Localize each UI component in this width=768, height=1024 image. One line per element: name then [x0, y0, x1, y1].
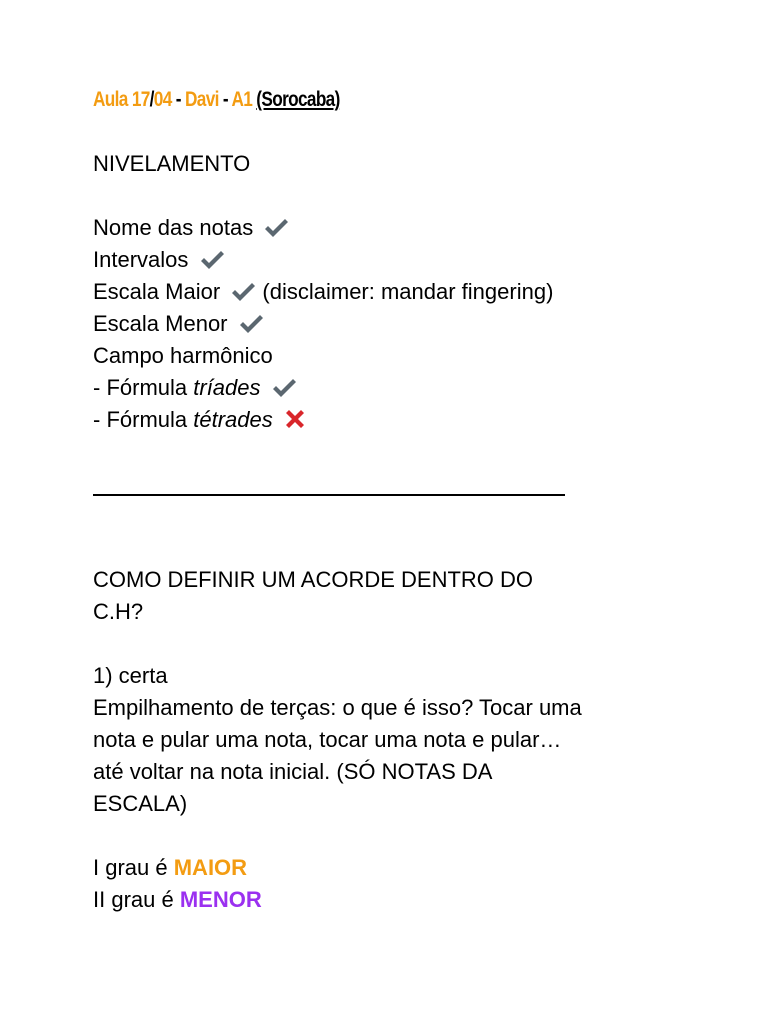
paragraph-line-3: até voltar na nota inicial. (SÓ NOTAS DA [93, 759, 493, 784]
checklist-item-tetrades [93, 404, 733, 436]
checklist-item-escala-menor [93, 308, 733, 340]
paragraph-line-1: Empilhamento de terças: o que é isso? Tocar uma [93, 695, 582, 720]
horizontal-rule [93, 468, 733, 500]
title-level: A1 [231, 88, 253, 111]
checklist-term: tríades [193, 375, 261, 400]
document-page [93, 84, 733, 916]
title-dash-1: - [171, 88, 185, 111]
check-mark-icon [230, 281, 256, 303]
checklist-label: Escala Maior [93, 279, 221, 304]
spacer [93, 820, 733, 852]
checklist-label: - Fórmula [93, 375, 188, 400]
checklist-label: Intervalos [93, 247, 189, 272]
grau-label: II grau é [93, 887, 174, 912]
checklist-item-nome-notas [93, 212, 733, 244]
grau-1-line [93, 852, 733, 884]
question-line-1: COMO DEFINIR UM ACORDE DENTRO DO [93, 567, 534, 592]
grau-label: I grau é [93, 855, 168, 880]
grau-quality: MENOR [179, 887, 262, 912]
checklist-item-escala-maior [93, 276, 733, 308]
checklist-label: - Fórmula [93, 407, 188, 432]
spacer [93, 436, 733, 468]
check-mark-icon [238, 313, 264, 335]
cross-mark-icon [283, 409, 307, 431]
paragraph-line-4: ESCALA) [93, 791, 188, 816]
spacer [93, 180, 733, 212]
answer-item-1: 1) certa [93, 663, 168, 688]
check-mark-icon [271, 377, 297, 399]
check-mark-icon [263, 217, 289, 239]
spacer [93, 116, 733, 148]
title-aula: Aula 17 [93, 88, 150, 111]
title-student: Davi [184, 88, 219, 111]
checklist-item-campo: Campo harmônico [93, 343, 273, 368]
grau-quality: MAIOR [173, 855, 248, 880]
paragraph-line-2: nota e pular uma nota, tocar uma nota e pular… [93, 727, 562, 752]
title-dash-2: - [218, 88, 232, 111]
checklist-label: Escala Menor [93, 311, 228, 336]
title-location: (Sorocaba) [256, 88, 340, 111]
question-line-2: C.H? [93, 599, 144, 624]
spacer [93, 628, 733, 660]
rule-line [93, 494, 565, 496]
lesson-title [93, 84, 618, 116]
spacer [93, 532, 733, 564]
checklist-item-triades [93, 372, 733, 404]
check-mark-icon [199, 249, 225, 271]
checklist-label: Nome das notas [93, 215, 254, 240]
grau-2-line [93, 884, 733, 916]
title-slash: / [149, 88, 154, 111]
checklist-term: tétrades [193, 407, 273, 432]
checklist-note: (disclaimer: mandar fingering) [262, 279, 554, 304]
section-heading: NIVELAMENTO [93, 151, 251, 176]
title-month: 04 [153, 88, 172, 111]
spacer [93, 500, 733, 532]
checklist-item-intervalos [93, 244, 733, 276]
